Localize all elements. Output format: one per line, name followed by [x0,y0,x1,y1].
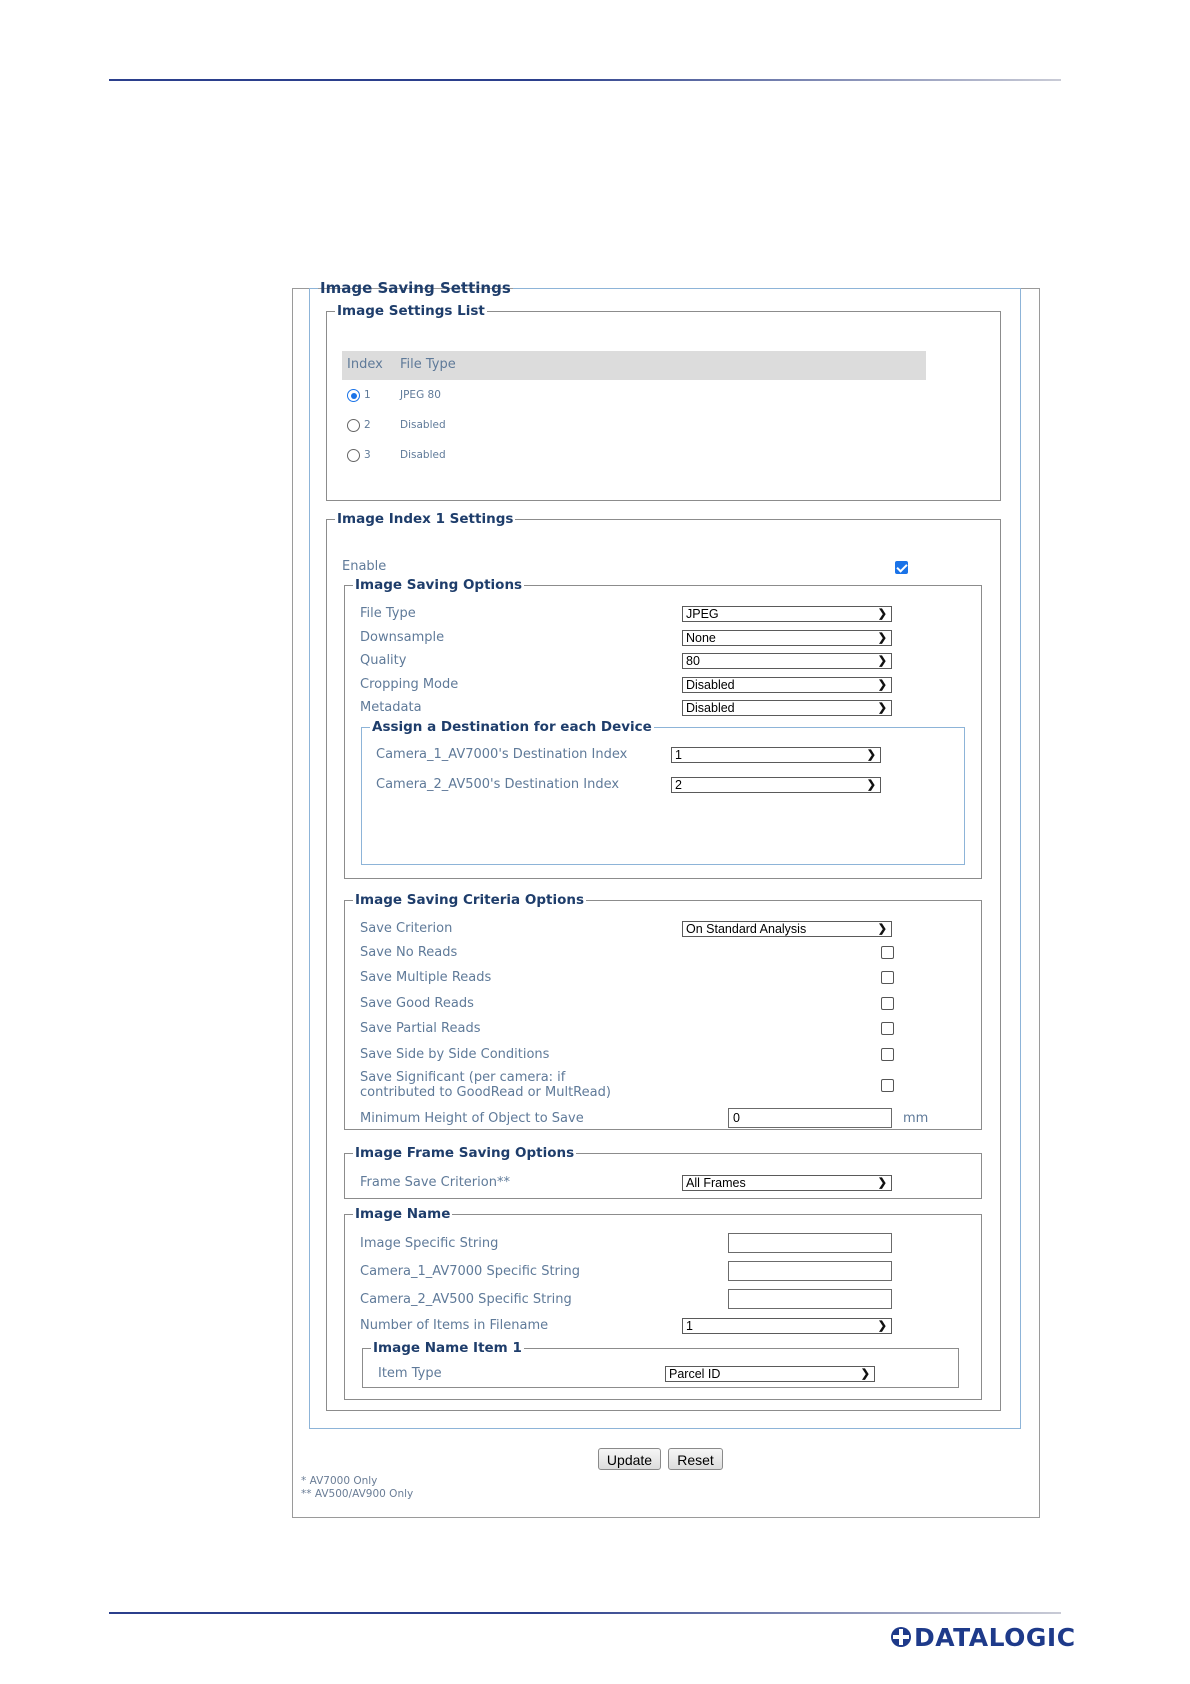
camera2-destination-value: 2 [675,778,682,792]
camera2-destination-select[interactable] [671,777,881,793]
frame-options-legend: Image Frame Saving Options [355,1145,575,1161]
index-1-radio[interactable] [347,389,360,402]
camera1-destination-select[interactable] [671,747,881,763]
chevron-down-icon: ❯ [877,1320,887,1332]
min-height-input[interactable] [728,1108,892,1128]
image-name-item-legend: Image Name Item 1 [373,1340,522,1356]
index-2-radio[interactable] [347,419,360,432]
criteria-legend: Image Saving Criteria Options [355,892,584,908]
destination-legend: Assign a Destination for each Device [372,719,652,735]
camera1-destination-value: 1 [675,748,682,762]
frame-criterion-select[interactable] [682,1175,892,1191]
cropping-mode-select[interactable] [682,677,892,693]
min-height-unit: mm [903,1111,929,1126]
logo-text: DATALOGIC [914,1622,1076,1652]
row-file-type: Disabled [400,419,446,431]
num-items-select[interactable] [682,1318,892,1334]
save-good-reads-label: Save Good Reads [360,996,474,1011]
save-criterion-select[interactable] [682,921,892,937]
save-no-reads-checkbox[interactable] [881,946,894,959]
min-height-label: Minimum Height of Object to Save [360,1111,584,1126]
camera2-string-input[interactable] [728,1289,892,1309]
save-partial-reads-label: Save Partial Reads [360,1021,481,1036]
camera1-string-input[interactable] [728,1261,892,1281]
saving-options-legend: Image Saving Options [355,577,523,593]
row-index: 3 [364,449,371,461]
chevron-down-icon: ❯ [860,1368,870,1380]
quality-select[interactable] [682,653,892,669]
settings-list-legend: Image Settings List [337,303,485,319]
save-criterion-value: On Standard Analysis [686,922,807,936]
cropping-mode-label: Cropping Mode [360,677,459,692]
cropping-mode-value: Disabled [686,678,735,692]
chevron-down-icon: ❯ [877,655,887,667]
save-no-reads-label: Save No Reads [360,945,458,960]
logo-mark-icon [890,1626,912,1648]
save-significant-label-line1: Save Significant (per camera: if [360,1070,566,1085]
num-items-value: 1 [686,1319,693,1333]
camera1-string-label: Camera_1_AV7000 Specific String [360,1264,580,1279]
metadata-select[interactable] [682,700,892,716]
file-type-label: File Type [360,606,416,621]
num-items-label: Number of Items in Filename [360,1318,549,1333]
image-settings-list-fieldset [326,303,1001,501]
save-significant-label-line2: contributed to GoodRead or MultRead) [360,1085,611,1100]
index-3-radio[interactable] [347,449,360,462]
row-file-type: Disabled [400,449,446,461]
enable-label: Enable [342,559,387,574]
column-header-file-type: File Type [400,357,456,372]
chevron-down-icon: ❯ [877,1177,887,1189]
save-multiple-reads-checkbox[interactable] [881,971,894,984]
row-index: 1 [364,389,371,401]
item-type-value: Parcel ID [669,1367,721,1381]
datalogic-logo [890,1622,1076,1652]
update-button[interactable]: Update [598,1448,661,1470]
save-side-by-side-checkbox[interactable] [881,1048,894,1061]
footnote-av500: ** AV500/AV900 Only [301,1488,414,1500]
enable-checkbox[interactable] [895,561,908,574]
chevron-down-icon: ❯ [877,923,887,935]
item-type-select[interactable] [665,1366,875,1382]
camera2-string-label: Camera_2_AV500 Specific String [360,1292,572,1307]
save-multiple-reads-label: Save Multiple Reads [360,970,492,985]
chevron-down-icon: ❯ [877,632,887,644]
image-specific-string-label: Image Specific String [360,1236,499,1251]
frame-criterion-label: Frame Save Criterion** [360,1175,510,1190]
save-significant-checkbox[interactable] [881,1079,894,1092]
footnote-av7000: * AV7000 Only [301,1475,378,1487]
file-type-value: JPEG [686,607,719,621]
header-rule [109,79,1061,81]
file-type-select[interactable] [682,606,892,622]
row-file-type: JPEG 80 [400,389,441,401]
downsample-value: None [686,631,716,645]
chevron-down-icon: ❯ [877,702,887,714]
quality-value: 80 [686,654,700,668]
frame-criterion-value: All Frames [686,1176,746,1190]
metadata-value: Disabled [686,701,735,715]
chevron-down-icon: ❯ [866,749,876,761]
column-header-index: Index [347,357,383,372]
row-index: 2 [364,419,371,431]
save-side-by-side-label: Save Side by Side Conditions [360,1047,550,1062]
chevron-down-icon: ❯ [866,779,876,791]
item-type-label: Item Type [378,1366,442,1381]
downsample-label: Downsample [360,630,445,645]
chevron-down-icon: ❯ [877,679,887,691]
page-title: Image Saving Settings [320,279,511,297]
camera2-destination-label: Camera_2_AV500's Destination Index [376,777,620,792]
image-name-legend: Image Name [355,1206,451,1222]
image-saving-panel [292,279,1040,1518]
save-good-reads-checkbox[interactable] [881,997,894,1010]
downsample-select[interactable] [682,630,892,646]
save-partial-reads-checkbox[interactable] [881,1022,894,1035]
quality-label: Quality [360,653,407,668]
image-specific-string-input[interactable] [728,1233,892,1253]
camera1-destination-label: Camera_1_AV7000's Destination Index [376,747,628,762]
chevron-down-icon: ❯ [877,608,887,620]
save-criterion-label: Save Criterion [360,921,453,936]
reset-button[interactable]: Reset [668,1448,723,1470]
metadata-label: Metadata [360,700,422,715]
index-settings-legend: Image Index 1 Settings [337,511,514,527]
footer-rule [109,1612,1061,1614]
